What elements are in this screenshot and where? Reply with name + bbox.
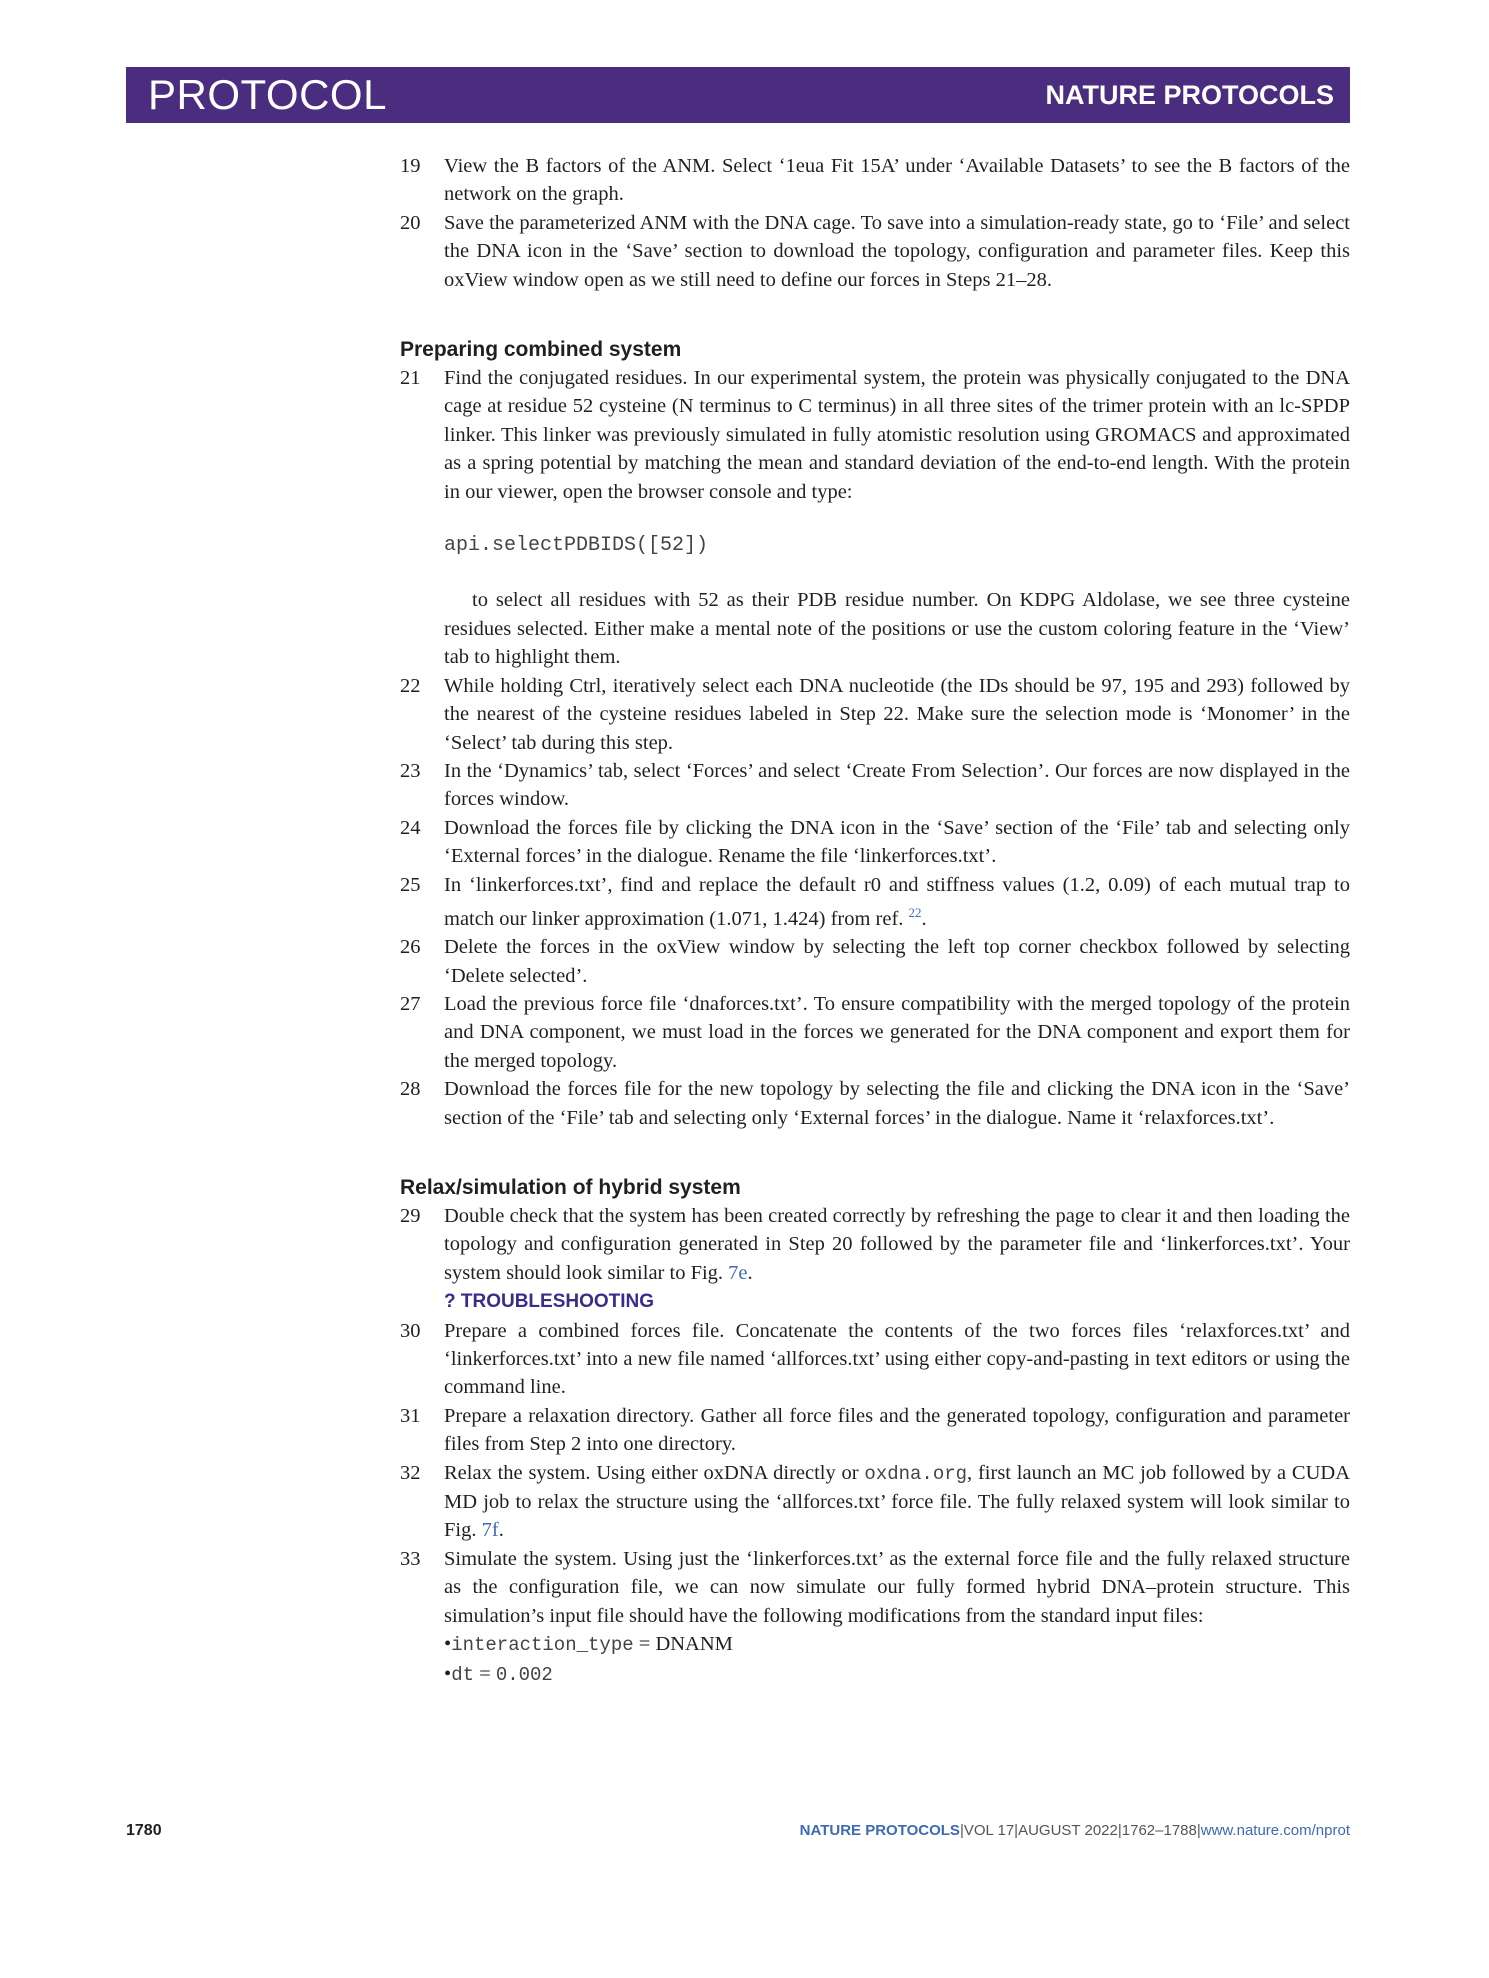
separator: | <box>1117 1822 1122 1839</box>
step-30 <box>400 1317 1350 1402</box>
code-snippet: api.selectPDBIDS([52]) <box>444 534 709 558</box>
page-range: 1762–1788 <box>1121 1822 1197 1839</box>
step-number: 32 <box>400 1461 421 1484</box>
step-number: 24 <box>400 816 421 839</box>
step-33 <box>400 1545 1350 1630</box>
step-31 <box>400 1402 1350 1459</box>
step-number: 29 <box>400 1205 421 1228</box>
journal-name: NATURE PROTOCOLS <box>1045 80 1334 110</box>
step-text: While holding Ctrl, iteratively select each DNA nucleotide (the IDs should be 97, 195 and 293) followed by the nearest of the cysteine residues labeled in Step 22. Make sure the selection mode is ‘Monomer’ in the ‘Select’ tab during this step. <box>444 674 1350 754</box>
step-number: 23 <box>400 759 421 782</box>
step-text: Prepare a combined forces file. Concatenate the contents of the two forces files ‘relaxforces.txt’ and ‘linkerforces.txt’ into a new file named ‘allforces.txt’ using either copy-and-pasting in text editors or using the command line. <box>444 1319 1350 1399</box>
step-23 <box>400 757 1350 814</box>
step-27 <box>400 990 1350 1075</box>
step-number: 26 <box>400 936 421 959</box>
issue-date: AUGUST 2022 <box>1018 1822 1118 1839</box>
page-number: 1780 <box>126 1822 162 1839</box>
bullet-item <box>444 1630 1350 1659</box>
separator: | <box>1014 1822 1019 1839</box>
step-body <box>444 1202 1350 1317</box>
step-21-continued: to select all residues with 52 as their PDB residue number. On KDPG Aldolase, we see three cysteine residues selected. Either make a mental note of the positions or use the custom coloring feature in the ‘View’ tab to highlight them. <box>444 589 1350 669</box>
step-22 <box>400 672 1350 757</box>
step-text: In ‘linkerforces.txt’, find and replace the default r0 and stiffness values (1.2, 0.09) of each mutual trap to match our linker approximation (1.071, 1.424) from ref. <box>444 873 1350 930</box>
step-number: 27 <box>400 992 421 1015</box>
param-value: 0.002 <box>495 1663 553 1686</box>
step-number: 28 <box>400 1078 421 1101</box>
step-number: 30 <box>400 1319 421 1342</box>
troubleshooting-link[interactable]: ? TROUBLESHOOTING <box>444 1291 655 1313</box>
step-text: In the ‘Dynamics’ tab, select ‘Forces’ and select ‘Create From Selection’. Our forces are now displayed in the forces window. <box>444 759 1350 811</box>
period: . <box>498 1519 504 1542</box>
bullet-mark: • <box>444 1662 452 1685</box>
step-number: 22 <box>400 674 421 697</box>
journal-citation <box>800 1822 1350 1839</box>
step-body <box>444 1459 1350 1545</box>
step-text: Simulate the system. Using just the ‘linkerforces.txt’ as the external force file and the fully relaxed structure as the configuration file, we can now simulate our fully formed hybrid DNA–protein structure. This simulation’s input file should have the following modifications from the standard input files: <box>444 1547 1350 1627</box>
journal-title: NATURE PROTOCOLS <box>799 1822 960 1839</box>
main-content <box>400 152 1350 1689</box>
step-text: Prepare a relaxation directory. Gather all force files and the generated topology, configuration and parameter files from Step 2 into one directory. <box>444 1404 1350 1456</box>
param-value: DNANM <box>655 1633 733 1656</box>
step-number: 33 <box>400 1547 421 1570</box>
step-text: Save the parameterized ANM with the DNA cage. To save into a simulation-ready state, go to ‘File’ and select the DNA icon in the ‘Save’ section to download the topology, configuration and parameter files. Keep this oxView window open as we still need to define our forces in Steps 21–28. <box>444 211 1350 291</box>
step-number: 20 <box>400 211 421 234</box>
step-24 <box>400 814 1350 871</box>
step-28 <box>400 1075 1350 1132</box>
step-number: 21 <box>400 367 421 390</box>
step-text: Load the previous force file ‘dnaforces.txt’. To ensure compatibility with the merged topology of the protein and DNA component, we must load in the forces we generated for the DNA component and export them for the merged topology. <box>444 992 1350 1072</box>
step-text: Download the forces file by clicking the DNA icon in the ‘Save’ section of the ‘File’ tab and selecting only ‘External forces’ in the dialogue. Rename the file ‘linkerforces.txt’. <box>444 816 1350 868</box>
figure-link[interactable]: 7f <box>481 1519 499 1542</box>
step-25 <box>400 871 1350 934</box>
step-32 <box>400 1459 1350 1545</box>
step-number: 19 <box>400 155 421 177</box>
section-heading-relax: Relax/simulation of hybrid system <box>400 1176 741 1200</box>
step-text: , first launch an MC job followed by a CUDA MD job to relax the structure using the ‘allforces.txt’ force file. The fully relaxed system will look similar to Fig. <box>444 1461 1351 1542</box>
param-key: interaction_type <box>451 1634 634 1657</box>
period: . <box>747 1261 753 1284</box>
volume: VOL 17 <box>963 1822 1015 1839</box>
step-21 <box>400 364 1350 506</box>
step-text: Delete the forces in the oxView window by selecting the left top corner checkbox followed by selecting ‘Delete selected’. <box>444 936 1350 987</box>
step-text: View the B factors of the ANM. Select ‘1eua Fit 15A’ under ‘Available Datasets’ to see the B factors of the network on the graph. <box>444 155 1350 206</box>
bullet-mark: • <box>444 1633 452 1656</box>
equals: = <box>633 1633 656 1656</box>
equals: = <box>474 1662 496 1685</box>
step-19 <box>400 152 1350 209</box>
param-key: dt <box>451 1663 474 1686</box>
figure-link[interactable]: 7e <box>728 1261 748 1284</box>
period: . <box>921 907 927 930</box>
step-29 <box>400 1202 1350 1317</box>
separator: | <box>959 1822 964 1839</box>
step-text: Double check that the system has been created correctly by refreshing the page to clear it and then loading the topology and configuration generated in Step 20 followed by the parameter file and ‘linkerforces.txt’. Your system should look similar to Fig. <box>444 1205 1350 1284</box>
reference-link[interactable]: 22 <box>908 904 922 920</box>
step-20 <box>400 209 1350 294</box>
step-body <box>444 871 1350 934</box>
section-heading-combined: Preparing combined system <box>400 338 682 362</box>
step-text: Relax the system. Using either oxDNA directly or <box>444 1461 865 1484</box>
protocol-label: PROTOCOL <box>148 71 387 118</box>
step-text: Find the conjugated residues. In our experimental system, the protein was physically conjugated to the DNA cage at residue 52 cysteine (N terminus to C terminus) in all three sites of the trimer protein with an lc-SPDP linker. This linker was previously simulated in fully atomistic resolution using GROMACS and approximated as a spring potential by matching the mean and standard deviation of the end-to-end length. With the protein in our viewer, open the browser console and type: <box>444 367 1350 503</box>
header-banner <box>126 67 1350 123</box>
journal-url[interactable]: www.nature.com/nprot <box>1200 1822 1350 1839</box>
bullet-item <box>444 1660 1350 1689</box>
step-26 <box>400 933 1350 990</box>
page-footer <box>126 1818 1350 1844</box>
oxdna-url[interactable]: oxdna.org <box>864 1462 968 1485</box>
step-number: 25 <box>400 873 421 896</box>
step-number: 31 <box>400 1404 421 1427</box>
step-text: Download the forces file for the new topology by selecting the file and clicking the DNA icon in the ‘Save’ section of the ‘File’ tab and selecting only ‘External forces’ in the dialogue. Name it ‘relaxforces.txt’. <box>444 1078 1350 1129</box>
separator: | <box>1196 1822 1201 1839</box>
